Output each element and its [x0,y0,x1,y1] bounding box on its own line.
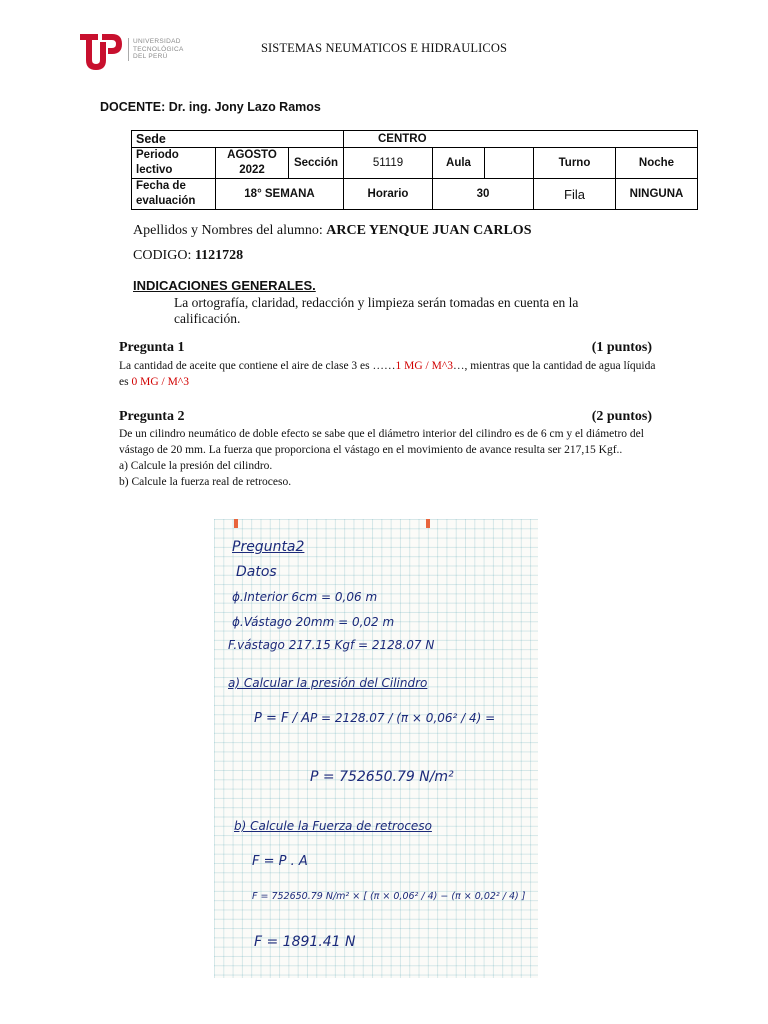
turno-value: Noche [616,148,698,179]
hw-part-b-title: b) Calcule la Fuerza de retroceso [234,819,432,833]
hw-pressure-result: P = 752650.79 N/m² [310,769,454,785]
student-name: ARCE YENQUE JUAN CARLOS [326,223,532,238]
question-2-item-a: a) Calcule la presión del cilindro. [119,460,273,472]
hw-force-substitution: F = 752650.79 N/m² × [ (π × 0,06² / 4) − (π × 0,02² / 4) ] [252,891,526,902]
instructions-text: La ortografía, claridad, redacción y limpieza serán tomadas en cuenta en la calificación. [174,295,579,326]
horario-label: Horario [344,179,433,210]
question-1-text [119,358,661,390]
sede-value: CENTRO [344,131,698,148]
fecha-value: 18° SEMANA [216,179,344,210]
exam-info-table [131,130,698,210]
hw-datos: Datos [236,564,277,580]
student-name-line [133,223,532,239]
question-1-answer-oil: 1 MG / M^3 [395,360,453,372]
seccion-label: Sección [289,148,344,179]
question-1-header [119,340,652,356]
aula-label: Aula [433,148,485,179]
logo-line: UNIVERSIDAD [133,38,181,45]
sheet-margin-mark [426,519,430,528]
hw-part-a-title: a) Calcular la presión del Cilindro [228,676,428,690]
hw-diametro-vastago: ɸ.Vástago 20mm = 0,02 m [232,615,395,629]
hw-force-result: F = 1891.41 N [254,934,356,950]
question-2-title: Pregunta 2 [119,409,185,424]
question-1-title: Pregunta 1 [119,340,185,355]
hw-formula-force: F = P . A [252,854,308,869]
student-code: 1121728 [194,248,244,263]
question-2-header [119,409,652,425]
question-1-text-part: …, mientras que la cantidad de agua líquida es [119,360,656,388]
hw-heading: Pregunta2 [232,539,305,555]
sede-label: Sede [132,131,344,148]
logo-line: DEL PERÚ [133,53,168,60]
question-1-points: (1 puntos) [591,340,652,355]
document-title: SISTEMAS NEUMATICOS E HIDRAULICOS [260,41,508,55]
fecha-label: Fecha de evaluación [132,179,216,210]
question-1-answer-water: 0 MG / M^3 [131,376,189,388]
student-code-line [133,248,243,264]
hw-formula-pressure: P = F / A [254,711,311,726]
student-name-label: Apellidos y Nombres del alumno: [133,223,327,238]
periodo-label: Periodo lectivo [132,148,216,179]
question-2-item-b: b) Calcule la fuerza real de retroceso. [119,476,292,488]
question-2-text [119,426,661,490]
horario-value: 30 [433,179,534,210]
logo-line: TECNOLÓGICA [133,45,184,53]
fila-value: NINGUNA [616,179,698,210]
instructions-title: INDICACIONES GENERALES. [133,278,316,293]
hw-diametro-interior: ɸ.Interior 6cm = 0,06 m [232,590,378,604]
turno-label: Turno [534,148,616,179]
fila-label: Fila [534,179,616,210]
hw-fuerza-vastago: F.vástago 217.15 Kgf = 2128.07 N [228,638,435,652]
periodo-value: AGOSTO 2022 [216,148,289,179]
question-2-points: (2 puntos) [591,409,652,424]
sheet-margin-mark [234,519,238,528]
teacher-name: DOCENTE: Dr. ing. Jony Lazo Ramos [100,100,321,114]
student-code-label: CODIGO: [133,248,195,263]
hw-pressure-substitution: P = 2128.07 / (π × 0,06² / 4) = [310,711,496,725]
question-1-text-part: La cantidad de aceite que contiene el aire de clase 3 es …… [119,360,396,372]
question-2-statement: De un cilindro neumático de doble efecto se sabe que el diámetro interior del cilindro es de 6 cm y el diámetro del vástago de 20 mm. La fuerza que proporciona el vástago en el movimiento de avance resulta ser 217,15 Kgf.. [119,428,644,456]
seccion-value: 51119 [344,148,433,179]
handwritten-answer-photo [214,519,538,978]
aula-value [485,148,534,179]
